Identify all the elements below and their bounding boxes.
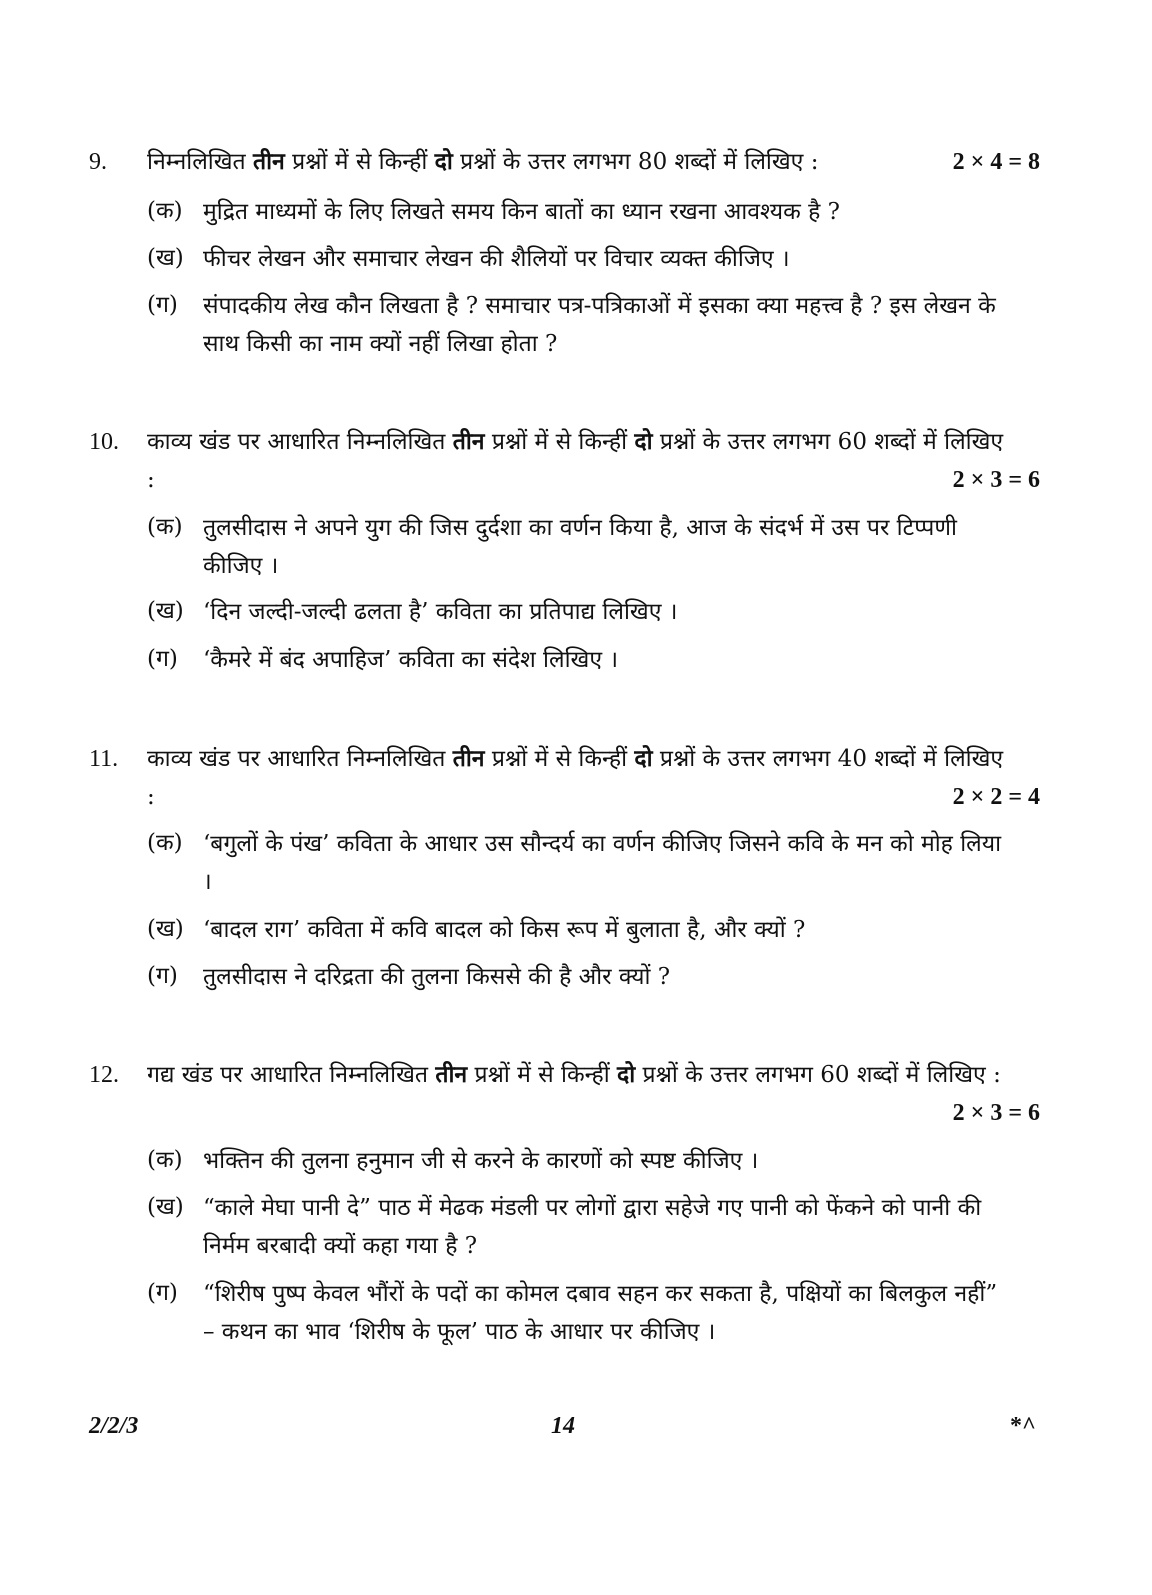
subquestion-text: फीचर लेखन और समाचार लेखन की शैलियों पर विचार व्यक्त कीजिए ।: [203, 246, 790, 272]
question-text: [147, 1056, 1007, 1094]
question-text-part: प्रश्नों के उत्तर लगभग 60 शब्दों में लिखिए :: [147, 429, 1004, 493]
subquestion-text: “काले मेघा पानी दे” पाठ में मेढक मंडली पर लोगों द्वारा सहेजे गए पानी को फेंकने को पानी की निर्मम बरबादी क्यों कहा गया है ?: [203, 1195, 982, 1259]
question-bold-word: दो: [617, 1061, 636, 1088]
subquestion-label: (ख): [147, 916, 184, 942]
subquestion-label: (ग): [147, 646, 178, 672]
question-bold-word: तीन: [252, 148, 285, 175]
subquestion-text: ‘दिन जल्दी-जल्दी ढलता है’ कविता का प्रतिपाद्य लिखिए ।: [203, 599, 678, 625]
question-bold-word: तीन: [435, 1061, 468, 1088]
question-text-part: गद्य खंड पर आधारित निम्नलिखित: [147, 1062, 436, 1088]
subquestion-text: संपादकीय लेख कौन लिखता है ? समाचार पत्र-पत्रिकाओं में इसका क्या महत्त्व है ? इस लेखन के साथ किसी का नाम क्यों नहीं लिखा होता ?: [203, 293, 996, 357]
subquestion-text: भक्तिन की तुलना हनुमान जी से करने के कारणों को स्पष्ट कीजिए ।: [203, 1148, 759, 1174]
subquestion-text: ‘बगुलों के पंख’ कविता के आधार उस सौन्दर्य का वर्णन कीजिए जिसने कवि के मन को मोह लिया ।: [203, 831, 1002, 895]
question-bold-word: तीन: [452, 745, 485, 772]
subquestion-label: (ख): [147, 1194, 184, 1220]
question-text-part: प्रश्नों में से किन्हीं: [284, 149, 435, 175]
question-marks: 2 × 2 = 4: [952, 784, 1040, 810]
subquestion-label: (क): [147, 1147, 183, 1173]
question-text-part: प्रश्नों के उत्तर लगभग 80 शब्दों में लिखिए :: [452, 149, 819, 175]
question-text-part: काव्य खंड पर आधारित निम्नलिखित: [147, 746, 453, 772]
question-bold-word: दो: [434, 148, 453, 175]
question-text-part: प्रश्नों के उत्तर लगभग 40 शब्दों में लिखिए :: [147, 746, 1004, 810]
question-text-part: प्रश्नों के उत्तर लगभग 60 शब्दों में लिखिए :: [635, 1062, 1001, 1088]
subquestion-label: (ग): [147, 1280, 178, 1306]
question-text-part: प्रश्नों में से किन्हीं: [484, 429, 635, 455]
question-text: [147, 143, 1007, 181]
subquestion-label: (क): [147, 514, 183, 540]
question-text-part: काव्य खंड पर आधारित निम्नलिखित: [147, 429, 453, 455]
question-marks: 2 × 4 = 8: [952, 149, 1040, 175]
question-text-part: प्रश्नों में से किन्हीं: [484, 746, 635, 772]
subquestion-text: “शिरीष पुष्प केवल भौंरों के पदों का कोमल दबाव सहन कर सकता है, पक्षियों का बिलकुल नहीं” – कथन का भाव ‘शिरीष के फूल’ पाठ के आधार पर कीजिए ।: [203, 1281, 998, 1345]
subquestion-text: ‘कैमरे में बंद अपाहिज’ कविता का संदेश लिखिए ।: [203, 647, 619, 673]
subquestion-text: ‘बादल राग’ कविता में कवि बादल को किस रूप में बुलाता है, और क्यों ?: [203, 917, 806, 943]
subquestion-label: (ग): [147, 963, 178, 989]
question-marks: 2 × 3 = 6: [952, 1100, 1040, 1126]
question-number: 12.: [89, 1062, 119, 1088]
paper-mark: *^: [1010, 1413, 1036, 1439]
subquestion-label: (क): [147, 198, 183, 224]
question-text-part: निम्नलिखित: [147, 149, 253, 175]
question-text: [147, 740, 1007, 816]
subquestion-label: (ख): [147, 598, 184, 624]
subquestion-text: तुलसीदास ने दरिद्रता की तुलना किससे की है और क्यों ?: [203, 964, 671, 990]
question-bold-word: दो: [634, 428, 653, 455]
question-bold-word: तीन: [452, 428, 485, 455]
subquestion-label: (क): [147, 830, 183, 856]
question-text-part: प्रश्नों में से किन्हीं: [467, 1062, 618, 1088]
question-number: 10.: [89, 429, 119, 455]
question-marks: 2 × 3 = 6: [952, 467, 1040, 493]
question-bold-word: दो: [634, 745, 653, 772]
subquestion-label: (ख): [147, 245, 184, 271]
subquestion-text: मुद्रित माध्यमों के लिए लिखते समय किन बातों का ध्यान रखना आवश्यक है ?: [203, 199, 840, 225]
question-number: 9.: [89, 149, 107, 175]
paper-code: 2/2/3: [89, 1413, 139, 1439]
question-number: 11.: [89, 746, 119, 772]
page-number: 14: [551, 1413, 575, 1439]
question-text: [147, 423, 1007, 499]
subquestion-text: तुलसीदास ने अपने युग की जिस दुर्दशा का वर्णन किया है, आज के संदर्भ में उस पर टिप्पणी कीजिए ।: [203, 515, 957, 579]
subquestion-label: (ग): [147, 292, 178, 318]
